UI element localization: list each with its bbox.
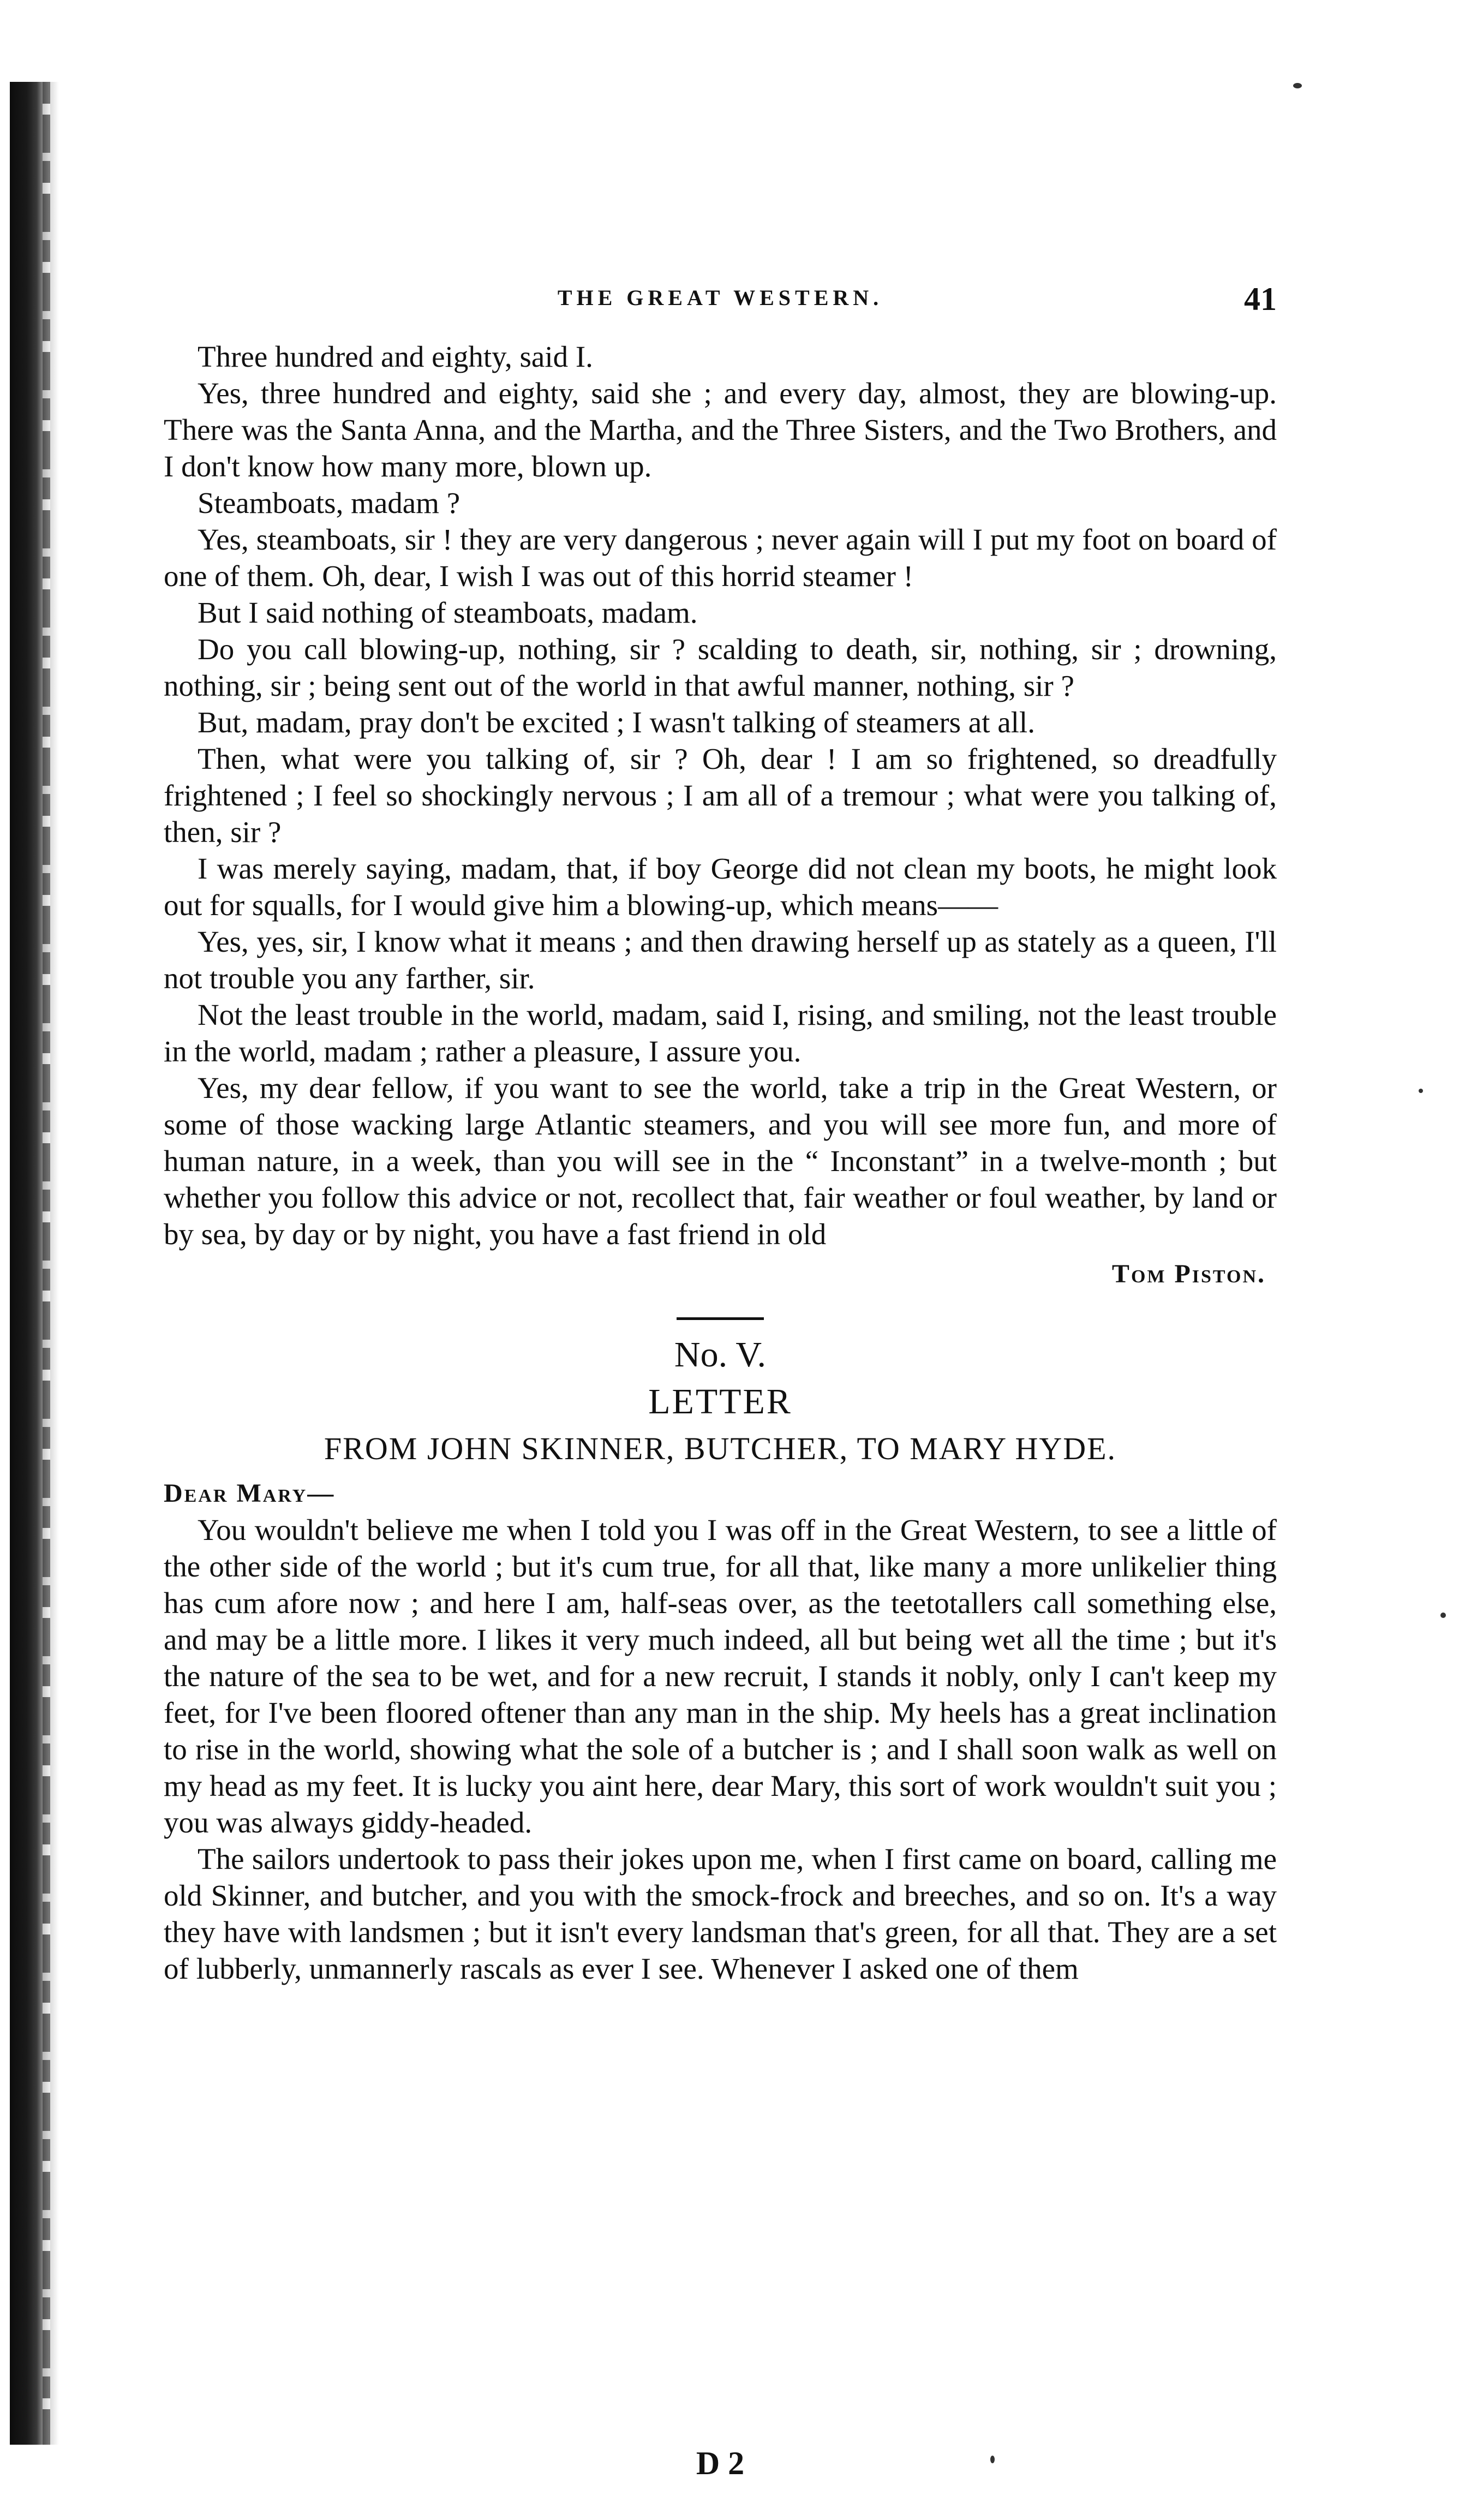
letter-salutation: Dear Mary— [164, 1479, 336, 1508]
letter-signature: Tom Piston. [1111, 1259, 1266, 1288]
print-speck [1419, 1089, 1423, 1093]
page-body [164, 338, 1277, 1987]
page-number: 41 [1244, 281, 1277, 317]
paragraph: Do you call blowing-up, nothing, sir ? scalding to death, sir, nothing, sir ; drowning, nothing, sir ; being sent out of the world in that awful manner, nothing, sir ? [164, 632, 1277, 702]
section-divider [677, 1317, 764, 1320]
running-head: THE GREAT WESTERN. [557, 285, 883, 310]
paragraph: The sailors undertook to pass their jokes upon me, when I first came on board, calling me old Skinner, and butcher, and you with the smock-frock and breeches, and so on. It's a way they have with landsmen ; but it isn't every landsman that's green, for all that. They are a set of lubberly, unmannerly rascals as ever I see. Whenever I asked one of them [164, 1842, 1277, 1985]
paragraph: Steamboats, madam ? [198, 486, 461, 519]
section-heading: LETTER [648, 1382, 792, 1422]
book-binding-edge [10, 82, 59, 2445]
paragraph: Yes, my dear fellow, if you want to see the world, take a trip in the Great Western, or some of those wacking large Atlantic steamers, and you will see more fun, and more of human nature, in a week, than you will see in the “ Inconstant” in a twelve-month ; but whether you follow this advice or not, recollect that, fair weather or foul weather, by land or by sea, by day or by night, you have a fast friend in old [164, 1071, 1277, 1251]
paragraph: You wouldn't believe me when I told you I was off in the Great Western, to see a little of the other side of the world ; but it's cum true, for all that, like many a more unlikelier thing has cum afore now ; and here I am, half-seas over, as the teetotallers call something else, and may be a little more. I likes it very much indeed, all but being wet all the time ; but it's the nature of the sea to be wet, and for a new recruit, I stands it nobly, only I can't keep my feet, for I've been floored oftener than any man in the ship. My heels has a great inclination to rise in the world, showing what the sole of a butcher is ; and I shall soon walk as well on my head as my feet. It is lucky you aint here, dear Mary, this sort of work wouldn't suit you ; you was always giddy-headed. [164, 1513, 1277, 1839]
print-speck [1440, 1613, 1446, 1618]
section-number: No. V. [674, 1335, 767, 1375]
paragraph: Yes, yes, sir, I know what it means ; and then drawing herself up as stately as a queen, I'll not trouble you any farther, sir. [164, 925, 1277, 995]
print-speck [1293, 83, 1302, 88]
paragraph: Yes, three hundred and eighty, said she ; and every day, almost, they are blowing-up. There was the Santa Anna, and the Martha, and the Three Sisters, and the Two Brothers, and I don't know how many more, blown up. [164, 377, 1277, 483]
paragraph: Yes, steamboats, sir ! they are very dangerous ; never again will I put my foot on board of one of them. Oh, dear, I wish I was out of this horrid steamer ! [164, 523, 1277, 593]
paragraph: But I said nothing of steamboats, madam. [198, 596, 698, 629]
paragraph: Three hundred and eighty, said I. [198, 340, 593, 373]
page-header [164, 281, 1277, 318]
paragraph: But, madam, pray don't be excited ; I wasn't talking of steamers at all. [198, 706, 1035, 739]
paragraph: I was merely saying, madam, that, if boy George did not clean my boots, he might look out for squalls, for I would give him a blowing-up, which means—— [164, 852, 1277, 922]
paragraph: Not the least trouble in the world, madam, said I, rising, and smiling, not the least trouble in the world, madam ; rather a pleasure, I assure you. [164, 998, 1277, 1068]
paragraph: Then, what were you talking of, sir ? Oh, dear ! I am so frightened, so dreadfully frightened ; I feel so shockingly nervous ; I am all of a tremour ; what were you talking of, then, sir ? [164, 742, 1277, 849]
printer-signature-mark: D 2 [696, 2445, 745, 2481]
section-subheading: FROM JOHN SKINNER, BUTCHER, TO MARY HYDE. [324, 1431, 1117, 1466]
